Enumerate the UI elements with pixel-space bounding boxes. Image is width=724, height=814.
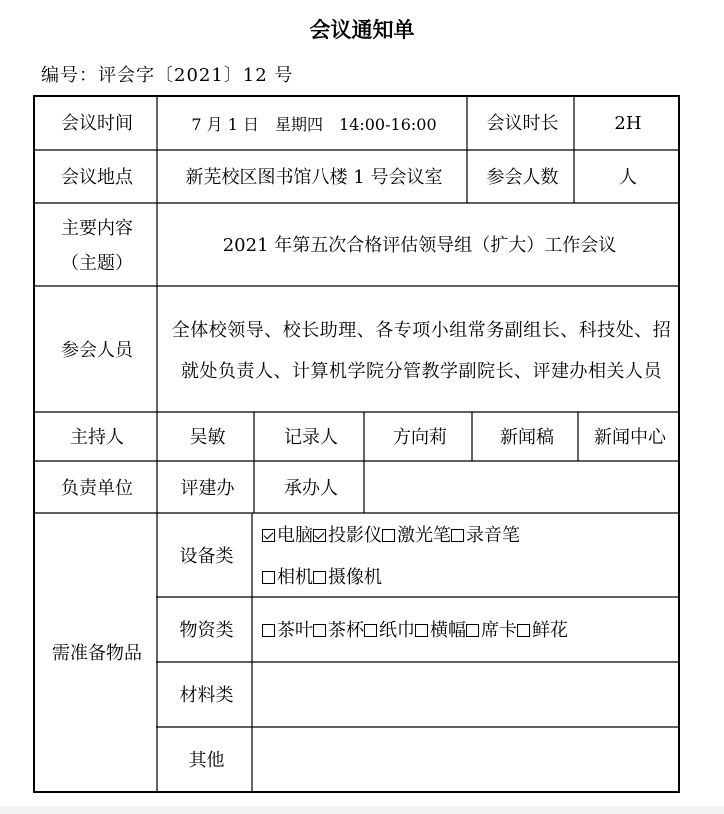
checkbox-icon[interactable] [415,624,428,637]
checkbox-icon[interactable] [517,624,530,637]
unit-value: 评建办 [180,477,235,499]
attendees-value: 全体校领导、校长助理、各专项小组常务副组长、科技处、招就处负责人、计算机学院分管教学副院长、评建办相关人员 [171,320,672,382]
attendees-label: 参会人员 [61,339,133,361]
attendee-count-label: 参会人数 [486,167,559,189]
time-label: 会议时间 [61,113,133,135]
equipment-label: 设备类 [179,545,234,567]
option-camera[interactable]: 相机 [262,557,313,599]
other-value[interactable] [254,729,680,793]
news-value: 新闻中心 [594,427,666,449]
option-laser-pointer[interactable]: 激光笔 [382,515,451,557]
checkbox-checked-icon[interactable] [313,529,326,542]
option-video-camera[interactable]: 摄像机 [313,557,382,599]
page-bottom-edge [0,806,724,814]
option-voice-recorder[interactable]: 录音笔 [451,515,520,557]
option-teacup[interactable]: 茶杯 [313,617,364,646]
option-banner[interactable]: 横幅 [415,617,466,646]
content-label-line2: （主题） [61,252,133,274]
place-value: 新芜校区图书馆八楼 1 号会议室 [185,167,443,189]
content-value: 2021 年第五次合格评估领导组（扩大）工作会议 [222,235,617,257]
option-tissue[interactable]: 纸巾 [364,617,415,646]
recorder-value: 方向莉 [393,427,447,449]
items-label: 需准备物品 [52,642,142,664]
duration-label: 会议时长 [486,113,559,135]
document-title: 会议通知单 [309,18,415,42]
checkbox-icon[interactable] [451,529,464,542]
attendee-count-value: 人 [619,167,637,189]
organizer-value[interactable] [366,463,680,515]
document-number: 编号：评会字〔2021〕12 号 [41,65,294,86]
checkbox-icon[interactable] [313,571,326,584]
checkbox-icon[interactable] [364,624,377,637]
news-label: 新闻稿 [500,427,554,449]
option-name-card[interactable]: 席卡 [466,617,517,646]
supplies-options [254,599,680,664]
materials-label: 材料类 [179,685,234,707]
option-projector[interactable]: 投影仪 [313,515,382,557]
checkbox-icon[interactable] [262,571,275,584]
option-flowers[interactable]: 鲜花 [517,617,568,646]
supplies-label: 物资类 [179,620,234,642]
materials-value[interactable] [254,664,680,729]
time-value: 7 月 1 日 星期四 14:00-16:00 [191,114,437,134]
equipment-options [254,515,680,599]
option-computer[interactable]: 电脑 [262,515,313,557]
content-label-line1: 主要内容 [61,218,133,240]
checkbox-checked-icon[interactable] [262,529,275,542]
duration-value: 2H [614,113,642,135]
checkbox-icon[interactable] [382,529,395,542]
place-label: 会议地点 [61,167,133,189]
host-label: 主持人 [70,427,124,449]
unit-label: 负责单位 [61,477,133,499]
checkbox-icon[interactable] [262,624,275,637]
host-value: 吴敏 [189,427,226,449]
content-label [35,205,159,288]
checkbox-icon[interactable] [466,624,479,637]
notice-table [33,95,680,793]
recorder-label: 记录人 [284,427,338,449]
checkbox-icon[interactable] [313,624,326,637]
other-label: 其他 [188,749,225,771]
option-tea[interactable]: 茶叶 [262,617,313,646]
organizer-label: 承办人 [284,477,338,499]
